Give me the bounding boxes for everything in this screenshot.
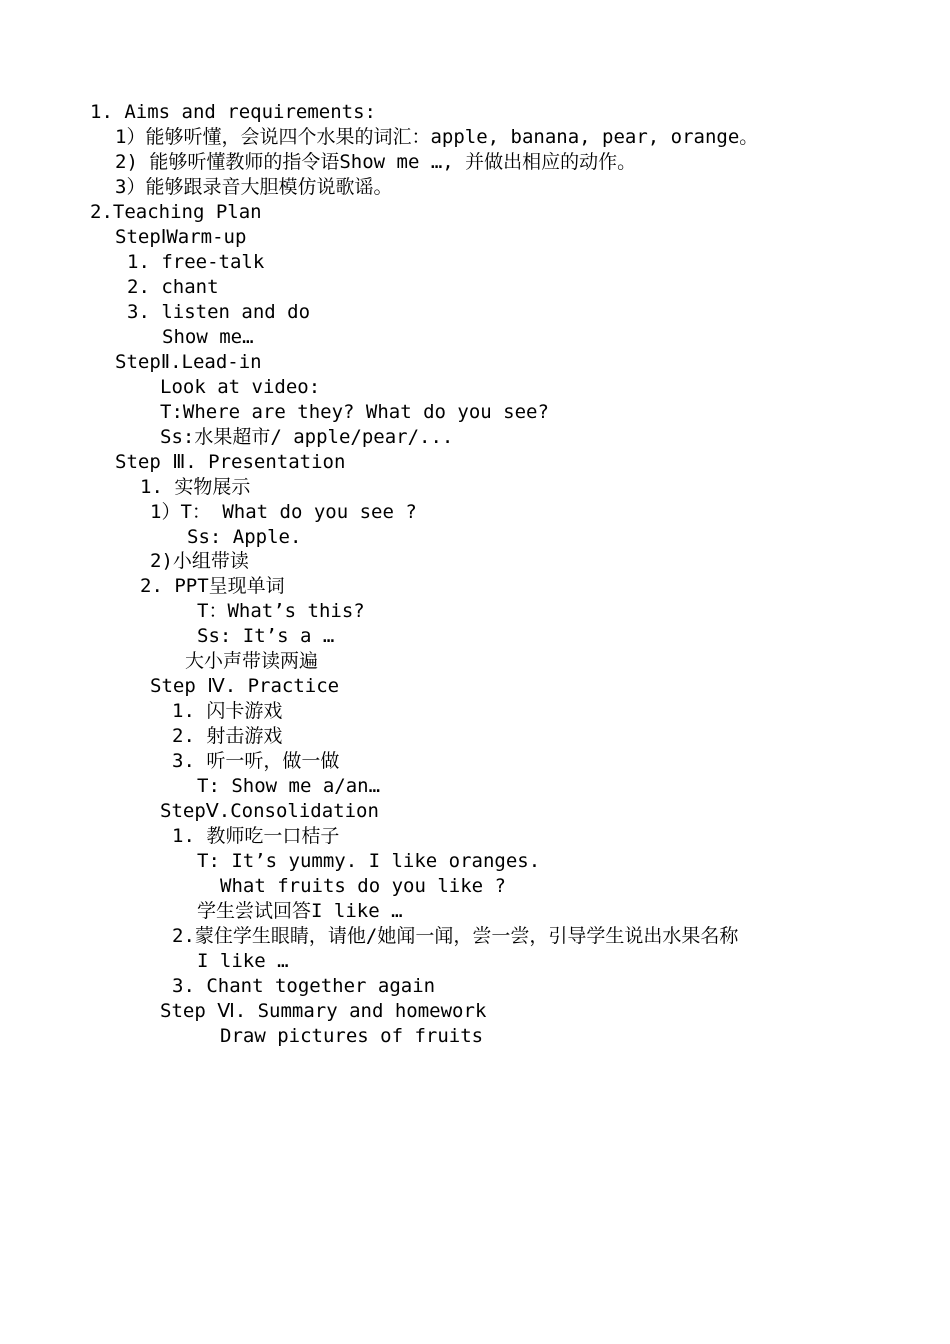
- step-5-item-2: 2.蒙住学生眼睛，请他/她闻一闻，尝一尝，引导学生说出水果名称: [172, 925, 739, 947]
- step-3-item-1-sub-1: 1）T： What do you see ?: [150, 501, 417, 523]
- step-1-item-1: 1. free-talk: [127, 251, 265, 273]
- step-2-heading: StepⅡ.Lead-in: [115, 351, 262, 373]
- step-6-heading: Step Ⅵ. Summary and homework: [160, 1000, 487, 1022]
- heading-teaching-plan: 2.Teaching Plan: [90, 201, 262, 223]
- step-5-item-1: 1. 教师吃一口桔子: [172, 825, 340, 847]
- step-1-heading: StepⅠWarm-up: [115, 226, 247, 248]
- step-4-item-3-detail: T: Show me a/an…: [197, 775, 381, 797]
- step-2-line-3: Ss:水果超市/ apple/pear/...: [160, 426, 454, 448]
- aim-item-3: 3）能够跟录音大胆模仿说歌谣。: [115, 176, 393, 198]
- step-4-heading: Step Ⅳ. Practice: [150, 675, 340, 697]
- step-3-heading: Step Ⅲ. Presentation: [115, 451, 346, 473]
- step-2-line-2: T:Where are they? What do you see?: [160, 401, 549, 423]
- step-3-item-1: 1. 实物展示: [140, 476, 251, 498]
- step-5-item-2-line-1: I like …: [197, 950, 289, 972]
- step-4-item-3: 3. 听一听，做一做: [172, 750, 340, 772]
- step-1-item-3: 3. listen and do: [127, 301, 311, 323]
- aim-item-1: 1）能够听懂，会说四个水果的词汇：apple, banana, pear, orange。: [115, 126, 759, 148]
- step-5-item-3: 3. Chant together again: [172, 975, 436, 997]
- step-6-detail: Draw pictures of fruits: [220, 1025, 484, 1047]
- step-3-item-2: 2. PPT呈现单词: [140, 575, 285, 597]
- step-4-item-2: 2. 射击游戏: [172, 725, 283, 747]
- step-5-heading: StepⅤ.Consolidation: [160, 800, 379, 822]
- step-2-line-1: Look at video:: [160, 376, 321, 398]
- step-3-item-1-sub-2: 2)小组带读: [150, 550, 249, 572]
- heading-aims: 1. Aims and requirements:: [90, 101, 376, 123]
- step-5-item-1-line-1: T: It’s yummy. I like oranges.: [197, 850, 541, 872]
- step-1-item-2: 2. chant: [127, 276, 219, 298]
- step-5-item-1-line-3: 学生尝试回答I like …: [197, 900, 403, 922]
- step-3-item-1-sub-1-answer: Ss: Apple.: [187, 526, 302, 548]
- step-5-item-1-line-2: What fruits do you like ?: [220, 875, 506, 897]
- step-3-item-2-line-3: 大小声带读两遍: [185, 650, 319, 672]
- step-3-item-2-line-2: Ss: It’s a …: [197, 625, 335, 647]
- step-3-item-2-line-1: T：What’s this?: [197, 600, 365, 622]
- step-4-item-1: 1. 闪卡游戏: [172, 700, 283, 722]
- aim-item-2: 2) 能够听懂教师的指令语Show me …, 并做出相应的动作。: [115, 151, 637, 173]
- step-1-item-3-detail: Show me…: [162, 326, 254, 348]
